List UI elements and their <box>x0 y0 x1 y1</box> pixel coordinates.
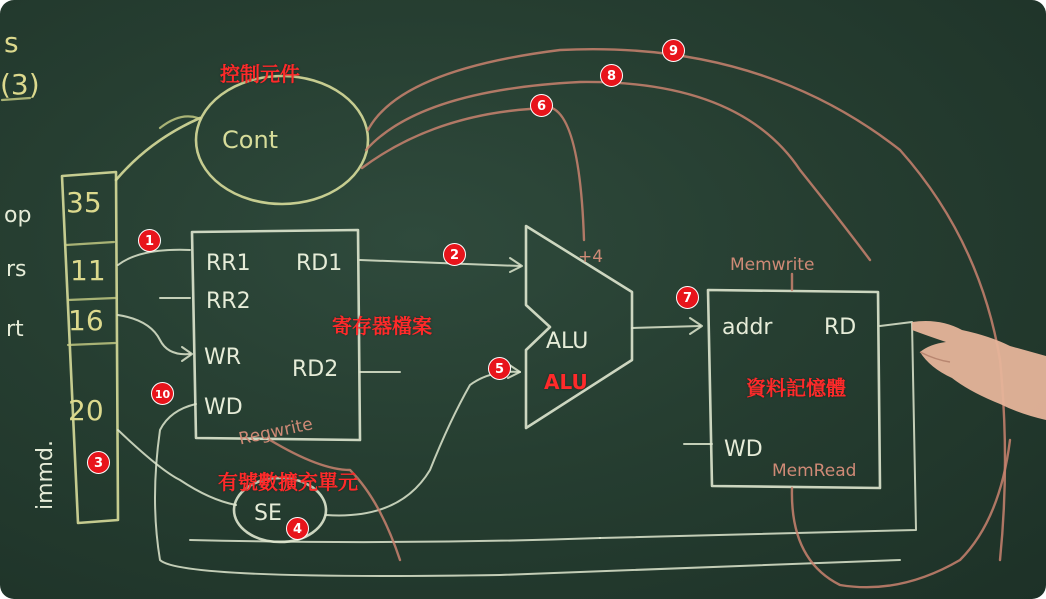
rd-port: RD <box>824 315 857 340</box>
wd-port: WD <box>204 395 243 420</box>
rt-value: 16 <box>68 304 104 337</box>
opcode-value: 35 <box>66 186 102 219</box>
badge-2: 2 <box>443 243 466 266</box>
alu-chalk-text: ALU <box>546 329 589 354</box>
rt-text: rt <box>6 317 24 342</box>
control-unit-label: 控制元件 <box>220 62 300 86</box>
imm-value: 20 <box>68 394 104 427</box>
memread-signal: MemRead <box>772 461 857 481</box>
register-file-label: 寄存器檔案 <box>332 314 432 338</box>
corner-3: (3) <box>0 68 40 101</box>
badge-1: 1 <box>138 229 161 252</box>
rs-value: 11 <box>70 254 106 287</box>
data-memory-label: 資料記憶體 <box>746 376 846 400</box>
badge-10: 10 <box>151 382 174 405</box>
rr1-port: RR1 <box>206 251 251 276</box>
rr2-port: RR2 <box>206 289 251 314</box>
rd2-port: RD2 <box>292 357 339 382</box>
badge-8: 8 <box>600 64 623 87</box>
memwrite-signal: Memwrite <box>730 255 815 275</box>
corner-s: s <box>4 26 19 59</box>
rd1-port: RD1 <box>296 251 343 276</box>
imm-text: immd. <box>33 440 58 510</box>
plus-four: +4 <box>578 247 604 267</box>
sign-extend-label: 有號數擴充單元 <box>218 470 358 494</box>
badge-4: 4 <box>286 517 309 540</box>
control-text: Cont <box>222 126 279 154</box>
badge-6: 6 <box>530 94 553 117</box>
badge-9: 9 <box>662 39 685 62</box>
se-text: SE <box>254 501 282 526</box>
rs-text: rs <box>6 257 27 282</box>
addr-port: addr <box>722 315 773 340</box>
badge-5: 5 <box>488 357 511 380</box>
badge-3: 3 <box>87 451 110 474</box>
alu-label: ALU <box>544 370 588 394</box>
badge-7: 7 <box>676 286 699 309</box>
op-text: op <box>4 203 32 228</box>
regwrite-signal: Regwrite <box>237 414 315 450</box>
wr-port: WR <box>204 345 242 370</box>
mem-wd-port: WD <box>724 437 763 462</box>
